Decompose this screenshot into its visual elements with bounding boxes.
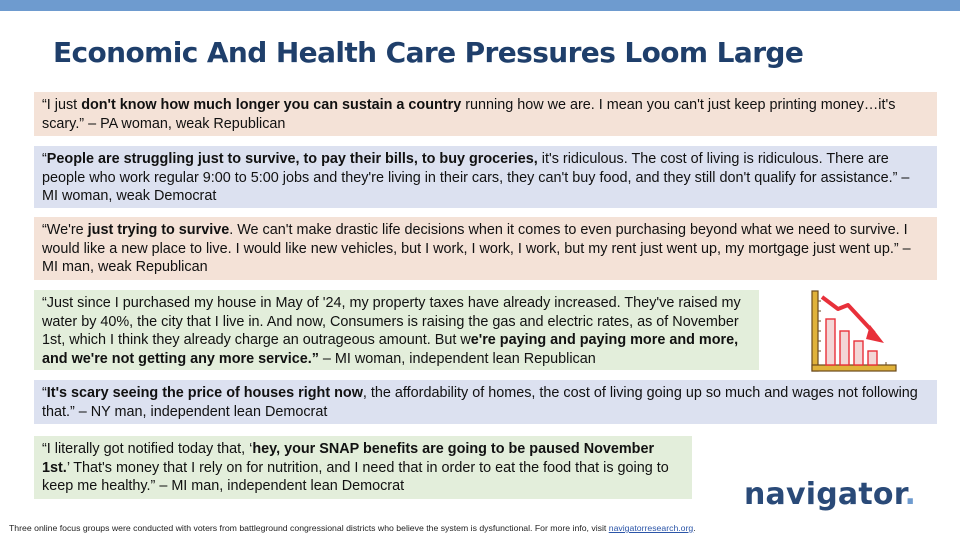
- quote-text: “: [42, 385, 47, 401]
- quote-box: [34, 146, 937, 208]
- top-accent-bar: [0, 0, 960, 11]
- quote-text: running how we are. I mean you can't just keep printing money…it's scary.” – PA woman, weak Republican: [42, 97, 896, 132]
- quote-box: [34, 380, 937, 424]
- quote-emphasis: hey, your SNAP benefits are going to be paused November 1st.: [42, 441, 655, 476]
- page-title: Economic And Health Care Pressures Loom Large: [53, 36, 804, 69]
- quote-box: [34, 92, 937, 136]
- quote-emphasis: don't know how much longer you can sustain a country: [81, 97, 462, 113]
- declining-bar-chart-icon: [808, 289, 898, 377]
- quote-emphasis: It's scary seeing the price of houses right now: [46, 385, 363, 401]
- quote-text: – MI woman, independent lean Republican: [318, 350, 596, 367]
- quote-text: “Just since I purchased my house in May of '24, my property taxes have already increased. They've raised my water by 40%, the city that I live in. And now, Consumers is raising the gas and electric rates, as of November 1st, which I think they already charge an outrageous amount. But w: [42, 295, 741, 348]
- quote-text: , the affordability of homes, the cost of living going up so much and wages not following that.” – NY man, independent lean Democrat: [42, 385, 918, 420]
- quote-box: [34, 290, 759, 370]
- quote-emphasis: just trying to survive: [87, 222, 230, 238]
- quote-box: [34, 217, 937, 280]
- footer-link[interactable]: navigatorresearch.org: [608, 523, 694, 533]
- quote-emphasis: People are struggling just to survive, to pay their bills, to buy groceries,: [46, 151, 538, 167]
- logo-dot: .: [904, 477, 917, 512]
- footer-text: Three online focus groups were conducted with voters from battleground congressional districts who believe the system is dysfunctional. For more info, visit: [9, 523, 609, 533]
- footer-note: [9, 523, 696, 533]
- quote-text: “I literally got notified today that, ‘: [42, 441, 253, 457]
- quote-text: “: [42, 151, 47, 167]
- quote-text: “I just: [42, 97, 82, 113]
- quote-emphasis: e're paying and paying more and more, and we're not getting any more service.”: [42, 332, 739, 367]
- logo-text: navigator: [744, 477, 905, 512]
- quote-text: . We can't make drastic life decisions when it comes to even purchasing beyond what we need to survive. I would like a new place to live. I would like new vehicles, but I work, I work, I work, but my rent just went up, my mortgage just went up.” – MI man, weak Republican: [42, 222, 911, 275]
- quote-text: “We're: [42, 222, 88, 238]
- quote-box: [34, 436, 692, 499]
- navigator-logo: [744, 477, 916, 512]
- quote-text: ’ That's money that I rely on for nutrition, and I need that in order to eat the food that is going to keep me healthy.” – MI man, independent lean Democrat: [42, 459, 669, 494]
- quote-text: it's ridiculous. The cost of living is ridiculous. There are people who work regular 9:00 to 5:00 jobs and they're living in their cars, they can't buy food, and they still don't qualify for assistance.” – MI woman, weak Democrat: [42, 151, 910, 204]
- footer-end: .: [693, 523, 696, 533]
